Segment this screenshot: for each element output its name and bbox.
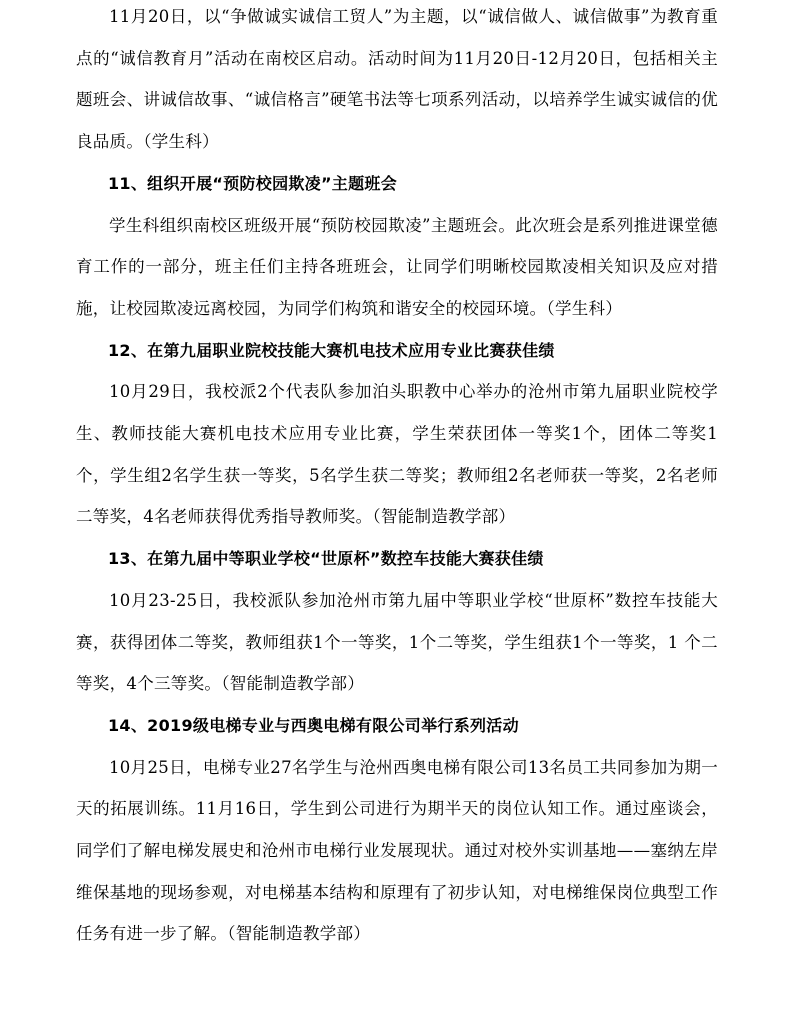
section-body-14: 10月25日，电梯专业27名学生与沧州西奥电梯有限公司13名员工共同参加为期一天的拓展训练。11月16日，学生到公司进行为期半天的岗位认知工作。通过座谈会，同学们了解电梯发展史和沧州市电梯行业发展现状。通过对校外实训基地——塞纳左岸维保基地的现场参观，对电梯基本结构和原理有了初步认知，对电梯维保岗位典型工作任务有进一步了解。（智能制造教学部） [76, 757, 718, 944]
section-body-11: 学生科组织南校区班级开展“预防校园欺凌”主题班会。此次班会是系列推进课堂德育工作的一部分，班主任们主持各班班会，让同学们明晰校园欺凌相关知识及应对措施，让校园欺凌远离校园，为同学们构筑和谐安全的校园环境。（学生科） [76, 215, 718, 318]
section-heading-14: 14、2019级电梯专业与西奥电梯有限公司举行系列活动 [108, 715, 519, 735]
document-page [76, 0, 718, 955]
section-heading-11: 11、组织开展“预防校园欺凌”主题班会 [108, 173, 397, 193]
intro-paragraph: 11月20日，以“争做诚实诚信工贸人”为主题，以“诚信做人、诚信做事”为教育重点的“诚信教育月”活动在南校区启动。活动时间为11月20日-12月20日，包括相关主题班会、讲诚信故事、“诚信格言”硬笔书法等七项系列活动，以培养学生诚实诚信的优良品质。（学生科） [76, 7, 718, 152]
section-body-13: 10月23-25日，我校派队参加沧州市第九届中等职业学校“世原杯”数控车技能大赛，获得团体二等奖，教师组获1个一等奖，1个二等奖，学生组获1个一等奖，1 个二等奖，4个三等奖。（智能制造教学部） [76, 590, 718, 694]
section-heading-12: 12、在第九届职业院校技能大赛机电技术应用专业比赛获佳绩 [108, 340, 555, 360]
section-body-12: 10月29日，我校派2个代表队参加泊头职教中心举办的沧州市第九届职业院校学生、教师技能大赛机电技术应用专业比赛，学生荣获团体一等奖1个，团体二等奖1个，学生组2名学生获一等奖，5名学生获二等奖；教师组2名老师获一等奖，2名老师二等奖，4名老师获得优秀指导教师奖。（智能制造教学部） [76, 382, 718, 527]
section-heading-13: 13、在第九届中等职业学校“世原杯”数控车技能大赛获佳绩 [108, 549, 544, 569]
